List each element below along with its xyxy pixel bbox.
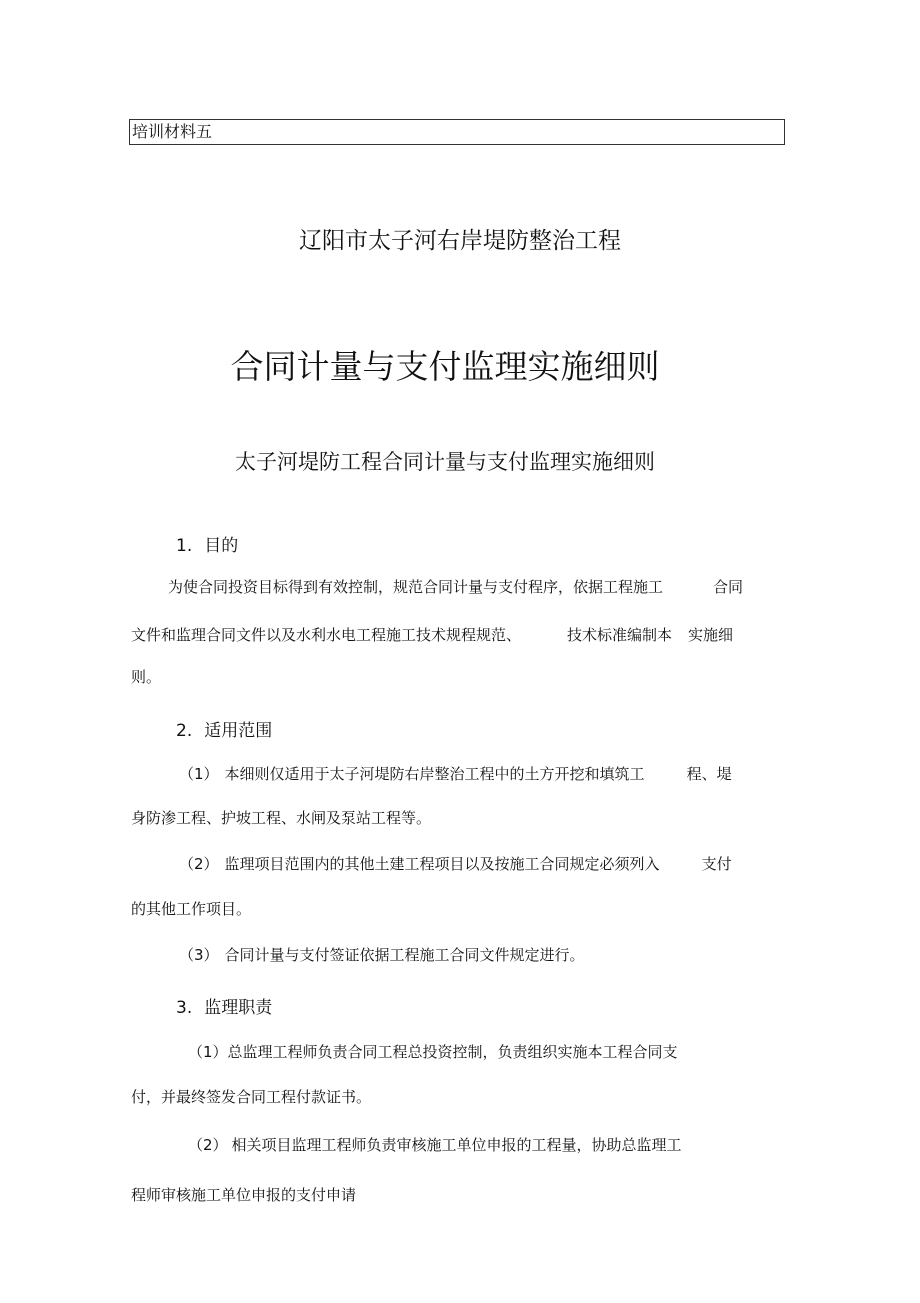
paragraph-line [131,1086,371,1108]
item-label: （2） [188,1136,228,1154]
text-run: 的其他工作项目。 [131,900,252,918]
item-label: （1） [188,1043,228,1061]
paragraph-line [131,624,733,646]
section-title: 适用范围 [204,721,273,741]
list-item [179,763,732,785]
list-item [188,1041,678,1063]
header-box: 培训材料五 [129,119,785,145]
text-run: 程师审核施工单位申报的支付申请 [131,1186,357,1204]
document-subtitle: 太子河堤防工程合同计量与支付监理实施细则 [235,450,655,474]
text-run: 监理项目范围内的其他土建工程项目以及按施工合同规定必须列入 [224,855,660,873]
document-title: 合同计量与支付监理实施细则 [230,347,660,386]
text-run: 则。 [131,668,162,686]
text-run: 文件和监理合同文件以及水利水电工程施工技术规程规范、 [131,626,522,644]
text-run: 为使合同投资目标得到有效控制，规范合同计量与支付程序，依据工程施工 [168,578,664,596]
text-run: 支付 [701,855,732,873]
paragraph-line [131,666,161,688]
text-run: 实施细 [688,626,734,644]
list-item [188,1134,682,1156]
paragraph-line [131,1184,356,1206]
paragraph-line [168,576,743,598]
text-run: 合同 [713,578,744,596]
text-run: 技术标准编制本 [567,626,673,644]
item-label: （2） [179,855,219,873]
item-label: （1） [179,765,219,783]
section-title: 目的 [204,536,239,556]
section-heading-1 [176,534,238,558]
section-heading-2 [176,719,272,743]
paragraph-line [131,807,431,829]
section-number: 1. [176,536,193,556]
text-run: 付，并最终签发合同工程付款证书。 [131,1088,372,1106]
list-item [179,944,585,966]
text-run: 合同计量与支付签证依据工程施工合同文件规定进行。 [224,946,585,964]
text-run: 本细则仅适用于太子河堤防右岸整治工程中的土方开挖和填筑工 [224,765,645,783]
project-title: 辽阳市太子河右岸堤防整治工程 [299,228,621,254]
item-label: （3） [179,946,219,964]
text-run: 程、堤 [686,765,732,783]
text-run: 相关项目监理工程师负责审核施工单位申报的工程量，协助总监理工 [231,1136,682,1154]
section-number: 3. [176,998,193,1018]
paragraph-line [131,898,251,920]
text-run: 身防渗工程、护坡工程、水闸及泵站工程等。 [131,809,432,827]
section-heading-3 [176,996,272,1020]
text-run: 总监理工程师负责合同工程总投资控制，负责组织实施本工程合同支 [227,1043,678,1061]
list-item [179,853,732,875]
section-number: 2. [176,721,193,741]
section-title: 监理职责 [204,998,273,1018]
